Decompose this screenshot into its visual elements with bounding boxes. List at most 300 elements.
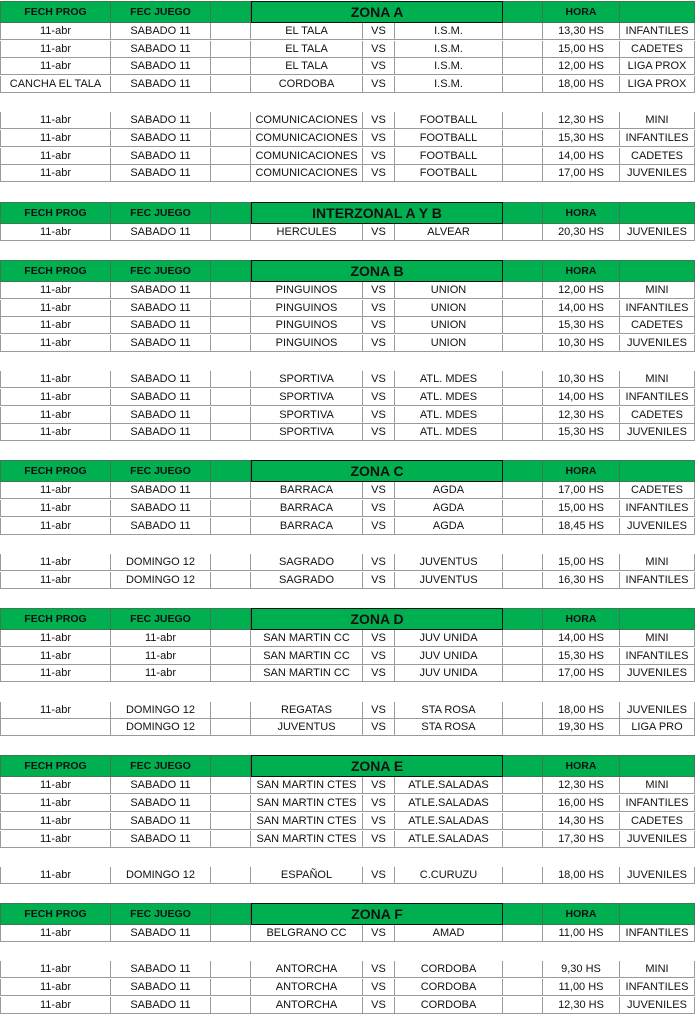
header-spacer bbox=[620, 202, 695, 224]
fec-juego-cell: SABADO 11 bbox=[111, 997, 211, 1014]
spacer-cell bbox=[211, 76, 251, 93]
fec-juego-cell: DOMINGO 12 bbox=[111, 572, 211, 589]
match-row bbox=[0, 282, 695, 299]
fech-prog-cell: CANCHA EL TALA bbox=[0, 76, 111, 93]
hora-header: HORA bbox=[543, 755, 620, 777]
fech-prog-cell: 11-abr bbox=[0, 335, 111, 352]
fech-prog-cell: 11-abr bbox=[0, 389, 111, 406]
fech-prog-cell: 11-abr bbox=[0, 831, 111, 848]
header-spacer bbox=[211, 202, 251, 224]
header-spacer bbox=[211, 608, 251, 630]
home-team-cell: ANTORCHA bbox=[251, 997, 363, 1014]
match-row bbox=[0, 997, 695, 1014]
vs-cell: VS bbox=[363, 572, 395, 589]
away-team-cell: ALVEAR bbox=[395, 224, 503, 241]
spacer-cell bbox=[503, 831, 543, 848]
fech-prog-cell: 11-abr bbox=[0, 482, 111, 499]
hora-cell: 16,30 HS bbox=[543, 572, 620, 589]
hora-header: HORA bbox=[543, 903, 620, 925]
spacer-cell bbox=[503, 224, 543, 241]
fec-juego-header: FEC JUEGO bbox=[111, 460, 211, 482]
header-spacer bbox=[620, 755, 695, 777]
fech-prog-cell: 11-abr bbox=[0, 702, 111, 719]
match-row bbox=[0, 335, 695, 352]
match-row bbox=[0, 407, 695, 424]
fec-juego-cell: SABADO 11 bbox=[111, 76, 211, 93]
spacer-cell bbox=[211, 554, 251, 571]
away-team-cell: UNION bbox=[395, 317, 503, 334]
spacer-cell bbox=[211, 500, 251, 517]
home-team-cell: SAN MARTIN CTES bbox=[251, 795, 363, 812]
category-cell: INFANTILES bbox=[620, 979, 695, 996]
fec-juego-cell: SABADO 11 bbox=[111, 165, 211, 182]
match-row bbox=[0, 518, 695, 535]
zone-title: ZONA D bbox=[251, 608, 503, 630]
hora-cell: 15,30 HS bbox=[543, 317, 620, 334]
header-spacer bbox=[503, 755, 543, 777]
category-cell: JUVENILES bbox=[620, 997, 695, 1014]
home-team-cell: SPORTIVA bbox=[251, 424, 363, 441]
home-team-cell: SAN MARTIN CC bbox=[251, 665, 363, 682]
spacer-cell bbox=[503, 371, 543, 388]
fech-prog-cell: 11-abr bbox=[0, 407, 111, 424]
header-spacer bbox=[503, 1, 543, 23]
fech-prog-cell: 11-abr bbox=[0, 148, 111, 165]
category-cell: INFANTILES bbox=[620, 925, 695, 942]
spacer-cell bbox=[211, 148, 251, 165]
hora-cell: 18,00 HS bbox=[543, 76, 620, 93]
spacer-cell bbox=[503, 407, 543, 424]
hora-cell: 14,00 HS bbox=[543, 389, 620, 406]
home-team-cell: JUVENTUS bbox=[251, 719, 363, 736]
category-cell: CADETES bbox=[620, 407, 695, 424]
spacer-cell bbox=[211, 867, 251, 884]
away-team-cell: JUV UNIDA bbox=[395, 648, 503, 665]
match-row bbox=[0, 424, 695, 441]
home-team-cell: PINGUINOS bbox=[251, 300, 363, 317]
hora-cell: 12,30 HS bbox=[543, 997, 620, 1014]
away-team-cell: ATLE.SALADAS bbox=[395, 777, 503, 794]
match-row bbox=[0, 41, 695, 58]
home-team-cell: SAN MARTIN CC bbox=[251, 648, 363, 665]
spacer-cell bbox=[211, 317, 251, 334]
match-row bbox=[0, 500, 695, 517]
header-spacer bbox=[503, 903, 543, 925]
away-team-cell: STA ROSA bbox=[395, 719, 503, 736]
home-team-cell: SAN MARTIN CTES bbox=[251, 831, 363, 848]
vs-cell: VS bbox=[363, 482, 395, 499]
header-spacer bbox=[620, 1, 695, 23]
zone-title: ZONA C bbox=[251, 460, 503, 482]
spacer-cell bbox=[503, 58, 543, 75]
hora-cell: 9,30 HS bbox=[543, 961, 620, 978]
category-cell: CADETES bbox=[620, 317, 695, 334]
spacer-cell bbox=[503, 665, 543, 682]
category-cell: INFANTILES bbox=[620, 648, 695, 665]
spacer-cell bbox=[211, 300, 251, 317]
away-team-cell: I.S.M. bbox=[395, 76, 503, 93]
match-row bbox=[0, 371, 695, 388]
hora-cell: 17,00 HS bbox=[543, 165, 620, 182]
match-row bbox=[0, 389, 695, 406]
fec-juego-cell: DOMINGO 12 bbox=[111, 867, 211, 884]
match-row bbox=[0, 76, 695, 93]
away-team-cell: ATLE.SALADAS bbox=[395, 813, 503, 830]
home-team-cell: SPORTIVA bbox=[251, 371, 363, 388]
match-row bbox=[0, 795, 695, 812]
hora-cell: 11,00 HS bbox=[543, 979, 620, 996]
away-team-cell: ATLE.SALADAS bbox=[395, 831, 503, 848]
hora-cell: 11,00 HS bbox=[543, 925, 620, 942]
match-row bbox=[0, 867, 695, 884]
hora-cell: 15,30 HS bbox=[543, 424, 620, 441]
fec-juego-cell: SABADO 11 bbox=[111, 518, 211, 535]
fech-prog-cell: 11-abr bbox=[0, 41, 111, 58]
category-cell: INFANTILES bbox=[620, 572, 695, 589]
away-team-cell: JUVENTUS bbox=[395, 572, 503, 589]
away-team-cell: UNION bbox=[395, 335, 503, 352]
fec-juego-cell: SABADO 11 bbox=[111, 407, 211, 424]
fec-juego-cell: SABADO 11 bbox=[111, 979, 211, 996]
away-team-cell: JUV UNIDA bbox=[395, 630, 503, 647]
vs-cell: VS bbox=[363, 867, 395, 884]
fec-juego-header: FEC JUEGO bbox=[111, 260, 211, 282]
hora-header: HORA bbox=[543, 608, 620, 630]
category-cell: INFANTILES bbox=[620, 795, 695, 812]
vs-cell: VS bbox=[363, 58, 395, 75]
category-cell: MINI bbox=[620, 112, 695, 129]
zone-header-row bbox=[0, 460, 695, 482]
category-cell: LIGA PROX bbox=[620, 58, 695, 75]
fec-juego-cell: SABADO 11 bbox=[111, 335, 211, 352]
category-cell: INFANTILES bbox=[620, 300, 695, 317]
header-spacer bbox=[503, 460, 543, 482]
category-cell: JUVENILES bbox=[620, 224, 695, 241]
fec-juego-header: FEC JUEGO bbox=[111, 755, 211, 777]
vs-cell: VS bbox=[363, 317, 395, 334]
spacer-cell bbox=[503, 300, 543, 317]
fech-prog-cell: 11-abr bbox=[0, 130, 111, 147]
spacer-cell bbox=[503, 130, 543, 147]
hora-cell: 14,00 HS bbox=[543, 300, 620, 317]
hora-cell: 15,00 HS bbox=[543, 500, 620, 517]
spacer-cell bbox=[211, 795, 251, 812]
fec-juego-cell: SABADO 11 bbox=[111, 130, 211, 147]
spacer-cell bbox=[503, 148, 543, 165]
fec-juego-cell: DOMINGO 12 bbox=[111, 719, 211, 736]
match-row bbox=[0, 482, 695, 499]
fech-prog-cell: 11-abr bbox=[0, 648, 111, 665]
vs-cell: VS bbox=[363, 23, 395, 40]
hora-cell: 12,00 HS bbox=[543, 282, 620, 299]
fec-juego-cell: SABADO 11 bbox=[111, 300, 211, 317]
spacer-cell bbox=[503, 702, 543, 719]
zone-header-row bbox=[0, 608, 695, 630]
home-team-cell: BARRACA bbox=[251, 518, 363, 535]
home-team-cell: EL TALA bbox=[251, 58, 363, 75]
category-cell: JUVENILES bbox=[620, 335, 695, 352]
header-spacer bbox=[211, 1, 251, 23]
spacer-cell bbox=[503, 482, 543, 499]
fec-juego-cell: SABADO 11 bbox=[111, 41, 211, 58]
hora-cell: 17,30 HS bbox=[543, 831, 620, 848]
fech-prog-cell: 11-abr bbox=[0, 282, 111, 299]
fec-juego-header: FEC JUEGO bbox=[111, 903, 211, 925]
match-row bbox=[0, 665, 695, 682]
match-row bbox=[0, 23, 695, 40]
fec-juego-cell: 11-abr bbox=[111, 665, 211, 682]
zone-header-row bbox=[0, 755, 695, 777]
header-spacer bbox=[211, 755, 251, 777]
vs-cell: VS bbox=[363, 76, 395, 93]
spacer-cell bbox=[211, 777, 251, 794]
fec-juego-header: FEC JUEGO bbox=[111, 202, 211, 224]
spacer-cell bbox=[211, 389, 251, 406]
hora-header: HORA bbox=[543, 1, 620, 23]
zone-title: ZONA A bbox=[251, 1, 503, 23]
home-team-cell: CORDOBA bbox=[251, 76, 363, 93]
fec-juego-cell: SABADO 11 bbox=[111, 795, 211, 812]
home-team-cell: ANTORCHA bbox=[251, 961, 363, 978]
fech-prog-header: FECH PROG bbox=[0, 755, 111, 777]
match-row bbox=[0, 112, 695, 129]
header-spacer bbox=[211, 903, 251, 925]
fec-juego-cell: SABADO 11 bbox=[111, 500, 211, 517]
hora-cell: 20,30 HS bbox=[543, 224, 620, 241]
spacer-cell bbox=[211, 482, 251, 499]
category-cell: CADETES bbox=[620, 482, 695, 499]
spacer-cell bbox=[211, 997, 251, 1014]
away-team-cell: I.S.M. bbox=[395, 41, 503, 58]
match-row bbox=[0, 831, 695, 848]
fech-prog-cell: 11-abr bbox=[0, 58, 111, 75]
match-row bbox=[0, 300, 695, 317]
home-team-cell: REGATAS bbox=[251, 702, 363, 719]
match-row bbox=[0, 813, 695, 830]
category-cell: INFANTILES bbox=[620, 23, 695, 40]
away-team-cell: JUV UNIDA bbox=[395, 665, 503, 682]
spacer-cell bbox=[211, 23, 251, 40]
header-spacer bbox=[503, 608, 543, 630]
fech-prog-cell: 11-abr bbox=[0, 300, 111, 317]
away-team-cell: AGDA bbox=[395, 500, 503, 517]
fech-prog-cell: 11-abr bbox=[0, 424, 111, 441]
fech-prog-cell: 11-abr bbox=[0, 777, 111, 794]
fec-juego-cell: SABADO 11 bbox=[111, 961, 211, 978]
match-row bbox=[0, 925, 695, 942]
vs-cell: VS bbox=[363, 702, 395, 719]
vs-cell: VS bbox=[363, 997, 395, 1014]
away-team-cell: ATL. MDES bbox=[395, 424, 503, 441]
spacer-cell bbox=[503, 41, 543, 58]
hora-header: HORA bbox=[543, 260, 620, 282]
match-row bbox=[0, 165, 695, 182]
match-row bbox=[0, 224, 695, 241]
spacer-cell bbox=[503, 961, 543, 978]
category-cell: JUVENILES bbox=[620, 665, 695, 682]
spacer-cell bbox=[211, 831, 251, 848]
home-team-cell: SAGRADO bbox=[251, 554, 363, 571]
vs-cell: VS bbox=[363, 554, 395, 571]
spacer-cell bbox=[211, 702, 251, 719]
fech-prog-cell: 11-abr bbox=[0, 165, 111, 182]
fech-prog-cell: 11-abr bbox=[0, 112, 111, 129]
fec-juego-cell: 11-abr bbox=[111, 648, 211, 665]
spacer-cell bbox=[211, 572, 251, 589]
home-team-cell: PINGUINOS bbox=[251, 317, 363, 334]
category-cell: INFANTILES bbox=[620, 130, 695, 147]
match-row bbox=[0, 317, 695, 334]
fech-prog-header: FECH PROG bbox=[0, 1, 111, 23]
header-spacer bbox=[620, 903, 695, 925]
hora-cell: 18,45 HS bbox=[543, 518, 620, 535]
fec-juego-cell: SABADO 11 bbox=[111, 482, 211, 499]
hora-header: HORA bbox=[543, 202, 620, 224]
home-team-cell: SAGRADO bbox=[251, 572, 363, 589]
home-team-cell: EL TALA bbox=[251, 41, 363, 58]
home-team-cell: COMUNICACIONES bbox=[251, 148, 363, 165]
fec-juego-cell: 11-abr bbox=[111, 630, 211, 647]
fech-prog-cell: 11-abr bbox=[0, 224, 111, 241]
vs-cell: VS bbox=[363, 500, 395, 517]
zone-header-row bbox=[0, 903, 695, 925]
fec-juego-cell: SABADO 11 bbox=[111, 224, 211, 241]
category-cell: CADETES bbox=[620, 41, 695, 58]
spacer-cell bbox=[503, 335, 543, 352]
fech-prog-cell: 11-abr bbox=[0, 925, 111, 942]
vs-cell: VS bbox=[363, 130, 395, 147]
category-cell: LIGA PRO bbox=[620, 719, 695, 736]
spacer-cell bbox=[503, 979, 543, 996]
match-row bbox=[0, 148, 695, 165]
spacer-cell bbox=[211, 112, 251, 129]
fec-juego-cell: SABADO 11 bbox=[111, 389, 211, 406]
vs-cell: VS bbox=[363, 335, 395, 352]
vs-cell: VS bbox=[363, 407, 395, 424]
match-row bbox=[0, 702, 695, 719]
fech-prog-cell: 11-abr bbox=[0, 518, 111, 535]
hora-cell: 15,00 HS bbox=[543, 554, 620, 571]
vs-cell: VS bbox=[363, 961, 395, 978]
spacer-cell bbox=[211, 648, 251, 665]
match-row bbox=[0, 572, 695, 589]
spacer-cell bbox=[503, 518, 543, 535]
fech-prog-header: FECH PROG bbox=[0, 460, 111, 482]
away-team-cell: AGDA bbox=[395, 518, 503, 535]
spacer-cell bbox=[211, 630, 251, 647]
header-spacer bbox=[620, 260, 695, 282]
fech-prog-cell: 11-abr bbox=[0, 630, 111, 647]
away-team-cell: FOOTBALL bbox=[395, 112, 503, 129]
match-row bbox=[0, 777, 695, 794]
match-row bbox=[0, 719, 695, 736]
away-team-cell: FOOTBALL bbox=[395, 165, 503, 182]
hora-cell: 14,00 HS bbox=[543, 630, 620, 647]
away-team-cell: FOOTBALL bbox=[395, 148, 503, 165]
spacer-cell bbox=[211, 165, 251, 182]
vs-cell: VS bbox=[363, 979, 395, 996]
header-spacer bbox=[503, 202, 543, 224]
away-team-cell: AGDA bbox=[395, 482, 503, 499]
hora-cell: 15,30 HS bbox=[543, 130, 620, 147]
fech-prog-header: FECH PROG bbox=[0, 202, 111, 224]
spacer-cell bbox=[503, 813, 543, 830]
spacer-cell bbox=[503, 76, 543, 93]
spacer-cell bbox=[211, 979, 251, 996]
hora-cell: 10,30 HS bbox=[543, 371, 620, 388]
hora-cell: 10,30 HS bbox=[543, 335, 620, 352]
hora-cell: 14,00 HS bbox=[543, 148, 620, 165]
spacer-cell bbox=[211, 130, 251, 147]
hora-cell: 15,00 HS bbox=[543, 41, 620, 58]
fec-juego-header: FEC JUEGO bbox=[111, 608, 211, 630]
fec-juego-cell: SABADO 11 bbox=[111, 813, 211, 830]
home-team-cell: BELGRANO CC bbox=[251, 925, 363, 942]
fech-prog-cell: 11-abr bbox=[0, 572, 111, 589]
home-team-cell: SPORTIVA bbox=[251, 389, 363, 406]
fec-juego-cell: SABADO 11 bbox=[111, 371, 211, 388]
fec-juego-cell: SABADO 11 bbox=[111, 58, 211, 75]
vs-cell: VS bbox=[363, 300, 395, 317]
match-row bbox=[0, 554, 695, 571]
hora-cell: 18,00 HS bbox=[543, 702, 620, 719]
category-cell: JUVENILES bbox=[620, 831, 695, 848]
zone-header-row bbox=[0, 260, 695, 282]
zone-title: ZONA B bbox=[251, 260, 503, 282]
vs-cell: VS bbox=[363, 777, 395, 794]
spacer-cell bbox=[503, 424, 543, 441]
away-team-cell: STA ROSA bbox=[395, 702, 503, 719]
category-cell: MINI bbox=[620, 282, 695, 299]
fech-prog-cell: 11-abr bbox=[0, 961, 111, 978]
away-team-cell: CORDOBA bbox=[395, 979, 503, 996]
vs-cell: VS bbox=[363, 148, 395, 165]
fech-prog-cell: 11-abr bbox=[0, 979, 111, 996]
vs-cell: VS bbox=[363, 424, 395, 441]
spacer-cell bbox=[211, 371, 251, 388]
hora-cell: 12,00 HS bbox=[543, 58, 620, 75]
home-team-cell: ESPAÑOL bbox=[251, 867, 363, 884]
header-spacer bbox=[620, 608, 695, 630]
category-cell: INFANTILES bbox=[620, 500, 695, 517]
category-cell: CADETES bbox=[620, 813, 695, 830]
category-cell: MINI bbox=[620, 777, 695, 794]
vs-cell: VS bbox=[363, 371, 395, 388]
match-row bbox=[0, 130, 695, 147]
fech-prog-header: FECH PROG bbox=[0, 608, 111, 630]
fech-prog-cell bbox=[0, 719, 111, 736]
spacer-cell bbox=[503, 112, 543, 129]
fech-prog-cell: 11-abr bbox=[0, 867, 111, 884]
away-team-cell: I.S.M. bbox=[395, 23, 503, 40]
home-team-cell: EL TALA bbox=[251, 23, 363, 40]
fec-juego-cell: SABADO 11 bbox=[111, 424, 211, 441]
match-row bbox=[0, 630, 695, 647]
hora-cell: 12,30 HS bbox=[543, 112, 620, 129]
vs-cell: VS bbox=[363, 224, 395, 241]
spacer-cell bbox=[211, 224, 251, 241]
hora-cell: 16,00 HS bbox=[543, 795, 620, 812]
fech-prog-cell: 11-abr bbox=[0, 500, 111, 517]
fech-prog-cell: 11-abr bbox=[0, 371, 111, 388]
away-team-cell: I.S.M. bbox=[395, 58, 503, 75]
spacer-cell bbox=[211, 665, 251, 682]
hora-cell: 12,30 HS bbox=[543, 777, 620, 794]
hora-cell: 19,30 HS bbox=[543, 719, 620, 736]
spacer-cell bbox=[503, 554, 543, 571]
match-row bbox=[0, 58, 695, 75]
hora-header: HORA bbox=[543, 460, 620, 482]
